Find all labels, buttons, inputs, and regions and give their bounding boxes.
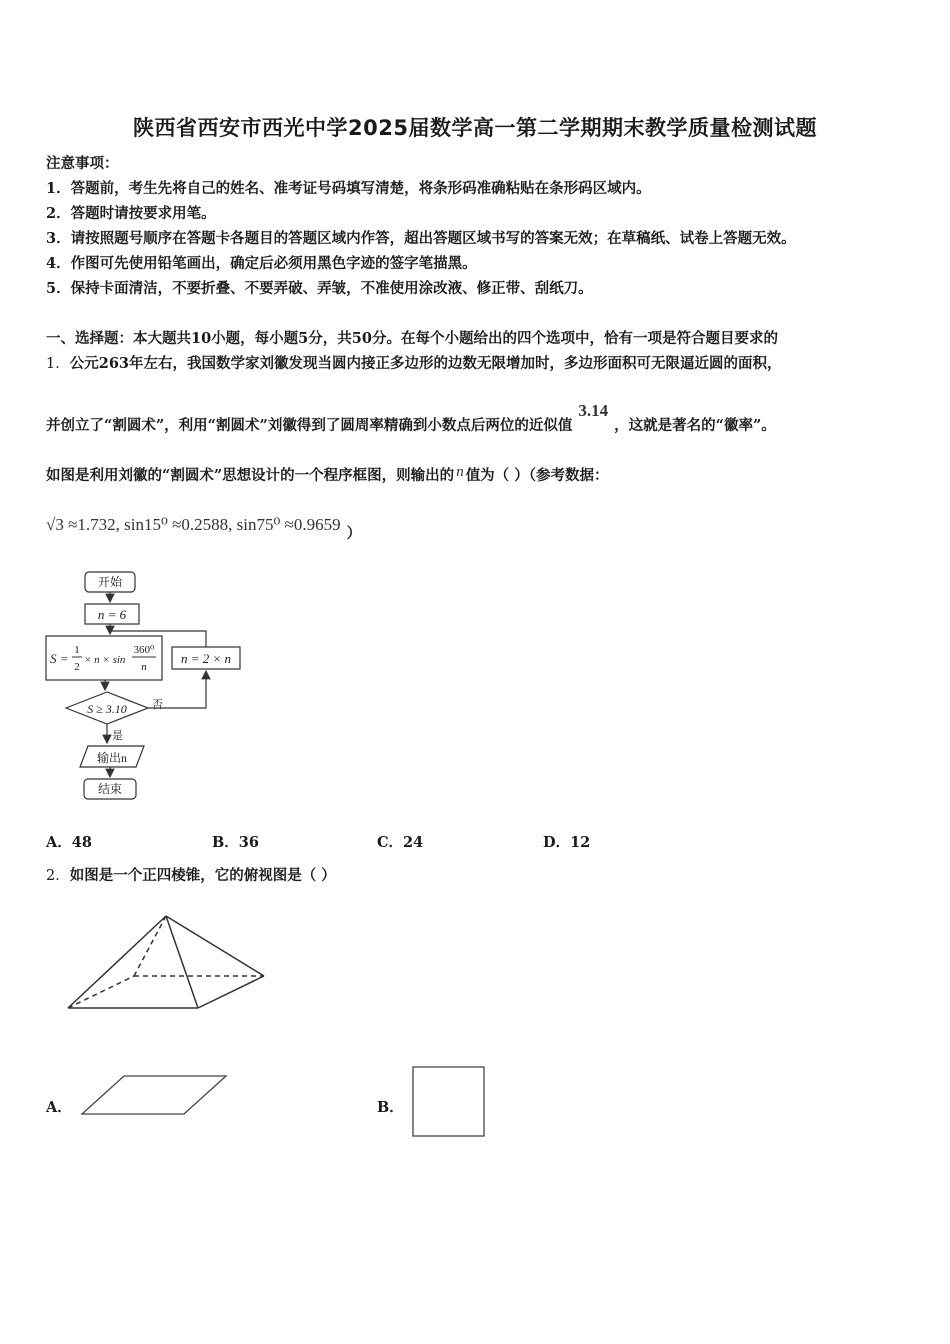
notice-item-5: 5．保持卡面清洁，不要折叠、不要弄破、弄皱，不准使用涂改液、修正带、刮纸刀。 xyxy=(46,280,593,297)
flowchart-no-label: 否 xyxy=(152,699,163,711)
question-1-line-2 xyxy=(46,401,776,435)
choice-letter: C． xyxy=(377,834,404,851)
section-heading: 一、选择题：本大题共10小题，每小题5分，共50分。在每个小题给出的四个选项中，恰有一项是符合题目要求的 xyxy=(46,330,778,347)
q2-choice-b[interactable] xyxy=(377,1096,404,1117)
reference-data xyxy=(46,514,362,542)
flowchart-loop-back xyxy=(110,631,206,647)
flowchart-formula-angle-den: n xyxy=(141,661,147,673)
flowchart-output-label: 输出n xyxy=(96,751,128,765)
choice-letter: D． xyxy=(543,834,571,851)
choice-letter: A． xyxy=(46,834,72,851)
choice-b[interactable] xyxy=(212,831,259,852)
q2-choice-a[interactable] xyxy=(46,1096,72,1117)
reference-formula: √3 ≈1.732, sin15⁰ ≈0.2588, sin75⁰ ≈0.9659 xyxy=(46,515,341,534)
pyramid-figure xyxy=(60,910,270,1015)
question-1-line-1 xyxy=(46,352,782,373)
variable-n: n xyxy=(456,464,464,480)
question-text: 如图是一个正四棱锥，它的俯视图是（ ） xyxy=(69,867,336,884)
choice-letter: B． xyxy=(377,1099,404,1116)
notice-item-2: 2．答题时请按要求用笔。 xyxy=(46,205,216,222)
flowchart-formula-half-num: 1 xyxy=(74,644,80,656)
flowchart-formula-s: S = xyxy=(50,651,69,666)
choice-letter: A． xyxy=(46,1099,72,1116)
flowchart-init-label: n = 6 xyxy=(97,607,127,622)
flowchart-update-label: n = 2 × n xyxy=(180,651,232,666)
notice-heading: 注意事项： xyxy=(46,155,119,172)
question-text: 公元263年左右，我国数学家刘徽发现当圆内接正多边形的边数无限增加时，多边形面积可无限逼近圆的面积， xyxy=(69,355,782,372)
question-text: 值为（ ）（参考数据： xyxy=(465,467,609,484)
question-2 xyxy=(46,864,336,885)
choice-value: 48 xyxy=(71,834,92,851)
choice-value: 24 xyxy=(403,834,424,851)
question-text: 并创立了“割圆术”，利用“割圆术”刘徽得到了圆周率精确到小数点后两位的近似值 xyxy=(46,417,573,434)
choice-c[interactable] xyxy=(377,831,423,852)
flowchart-formula-angle-num: 360⁰ xyxy=(133,644,155,656)
choice-d[interactable] xyxy=(543,831,590,852)
q2-choice-b-square xyxy=(410,1064,490,1140)
question-1-line-3 xyxy=(46,464,609,485)
page-title: 陕西省西安市西光中学2025届数学高一第二学期期末教学质量检测试题 xyxy=(133,116,817,140)
choice-value: 12 xyxy=(570,834,591,851)
notice-item-3: 3．请按照题号顺序在答题卡各题目的答题区域内作答，超出答题区域书写的答案无效；在草稿纸、试卷上答题无效。 xyxy=(46,230,796,247)
choice-a[interactable] xyxy=(46,831,92,852)
question-text: ，这就是著名的“徽率”。 xyxy=(614,417,776,434)
notice-item-1: 1．答题前，考生先将自己的姓名、准考证号码填写清楚，将条形码准确粘贴在条形码区域内。 xyxy=(46,180,651,197)
choice-letter: B． xyxy=(212,834,239,851)
flowchart-formula-mid: × n × sin xyxy=(84,654,126,666)
flowchart-end-label: 结束 xyxy=(97,782,123,796)
flowchart-formula-half-den: 2 xyxy=(74,661,80,673)
reference-close: ） xyxy=(346,525,362,542)
flowchart-yes-label: 是 xyxy=(112,730,123,742)
q2-choice-a-parallelogram xyxy=(78,1072,230,1118)
question-number: 2． xyxy=(46,868,70,884)
flowchart-start-label: 开始 xyxy=(97,575,123,589)
flowchart-condition-label: S ≥ 3.10 xyxy=(87,702,127,716)
notice-item-4: 4．作图可先使用铅笔画出，确定后必须用黑色字迹的签字笔描黑。 xyxy=(46,255,477,272)
choice-value: 36 xyxy=(238,834,259,851)
question-number: 1． xyxy=(46,356,70,372)
approx-value: 3.14 xyxy=(578,401,609,420)
flowchart xyxy=(40,568,260,804)
question-text: 如图是利用刘徽的“割圆术”思想设计的一个程序框图，则输出的 xyxy=(46,467,455,484)
